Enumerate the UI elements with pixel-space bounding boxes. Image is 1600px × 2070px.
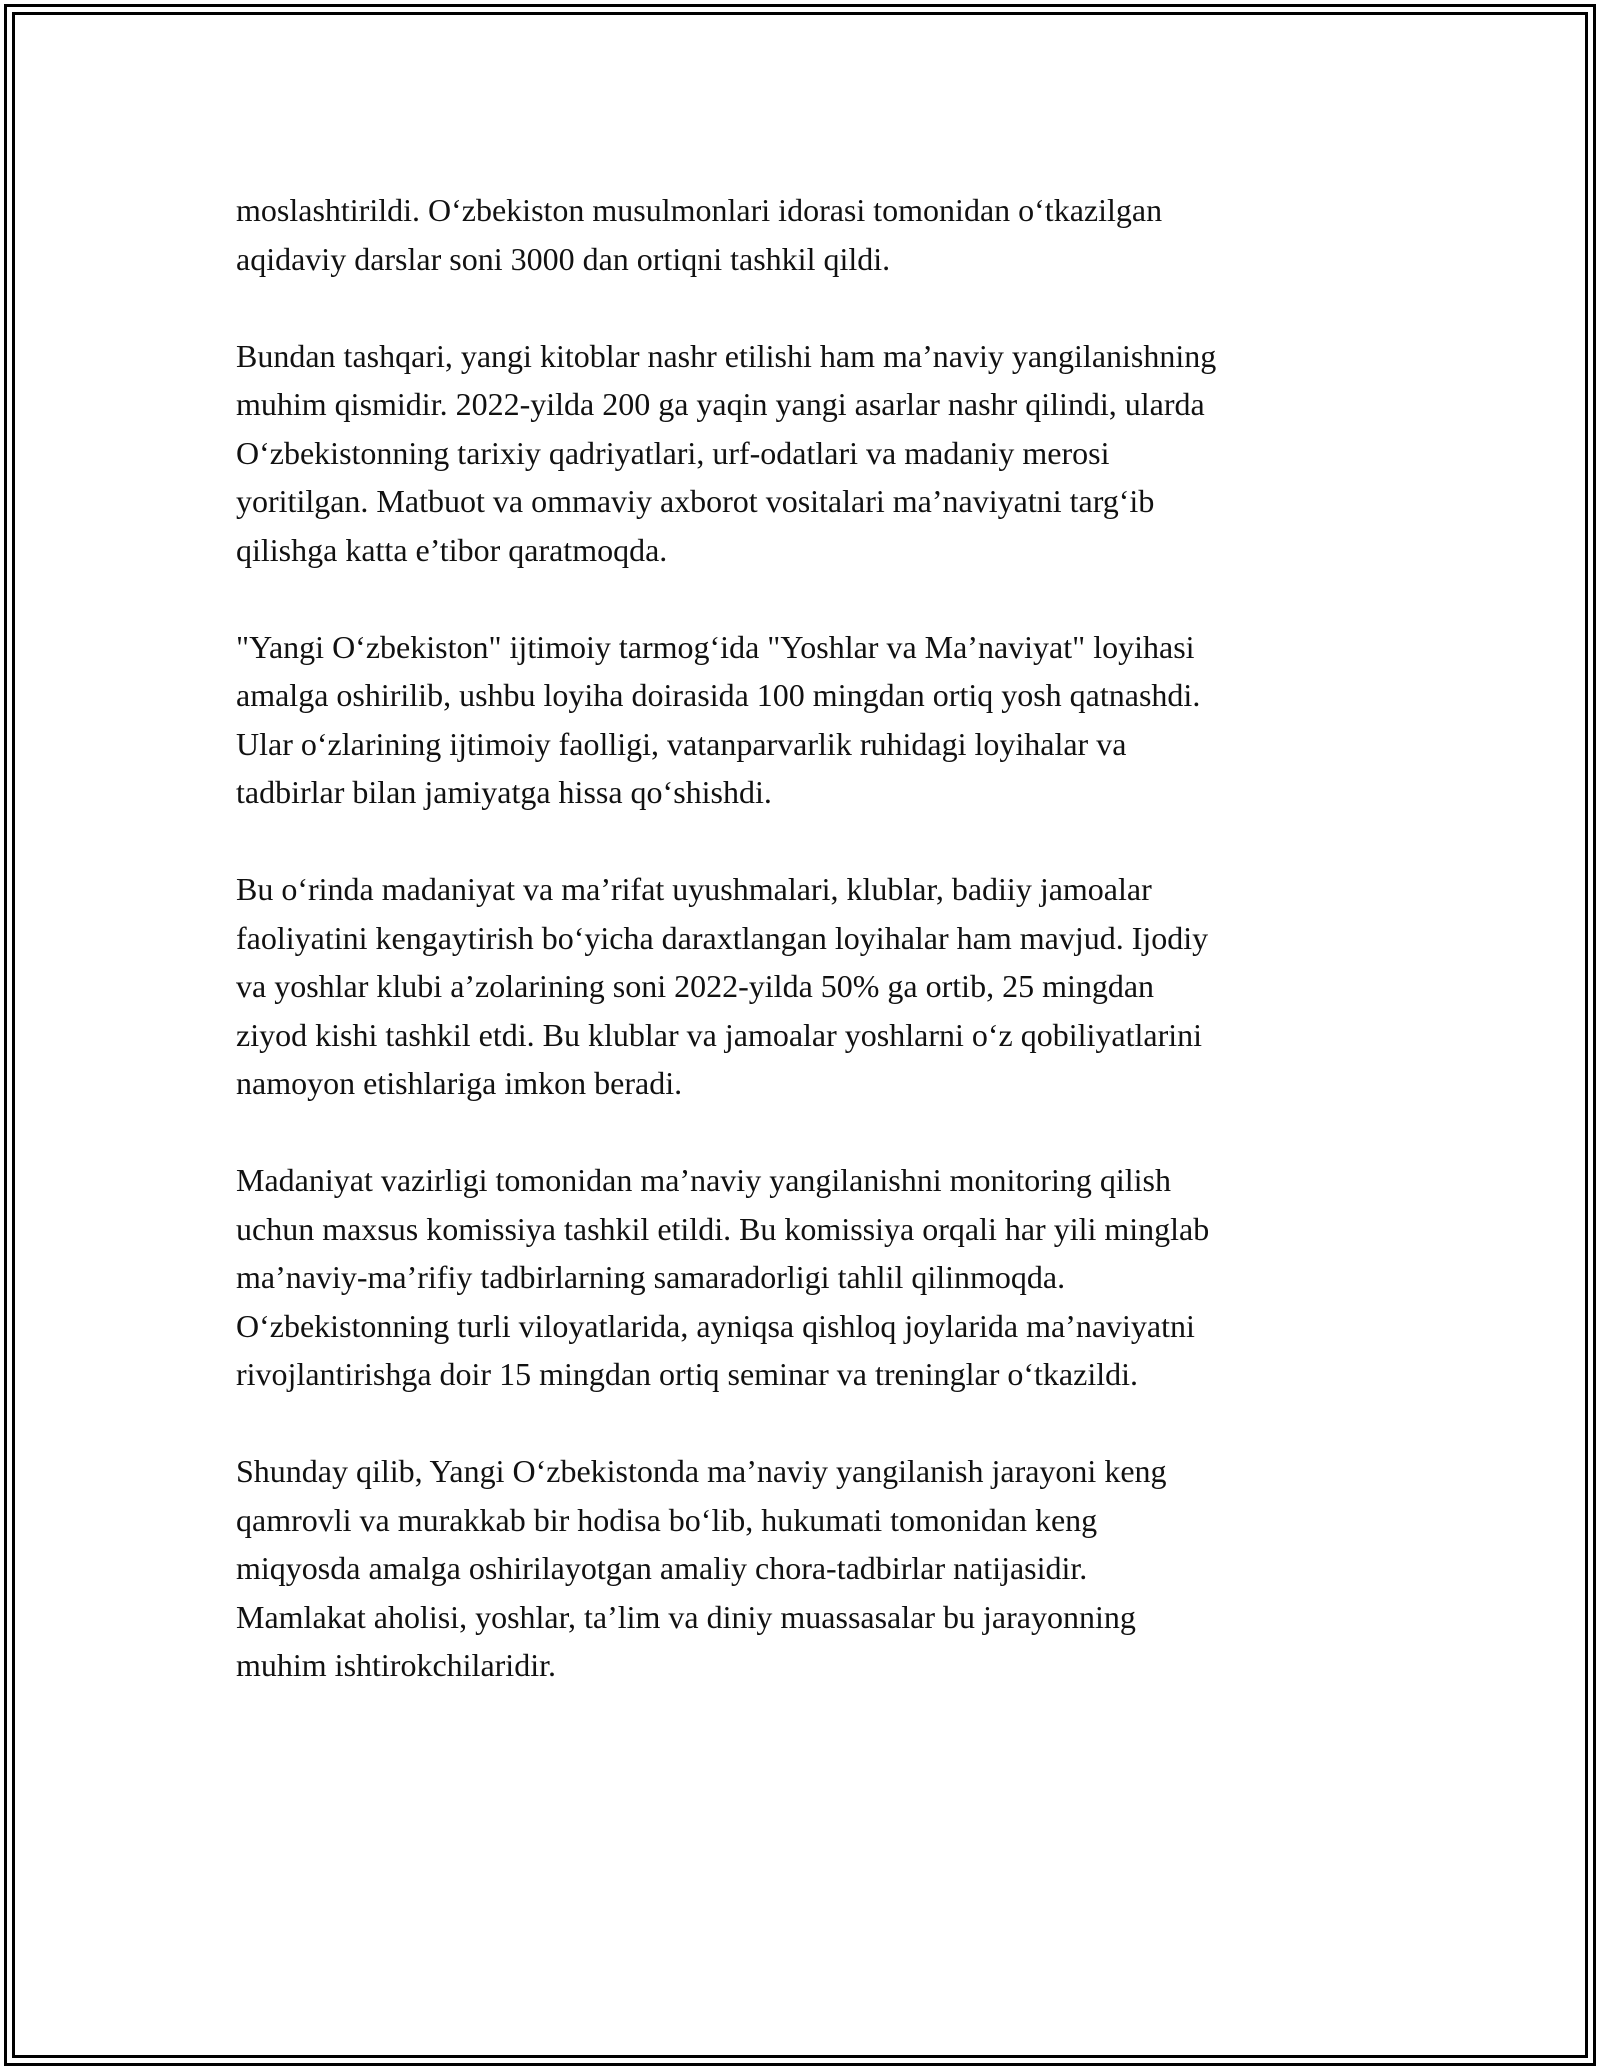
paragraph-1: moslashtirildi. O‘zbekiston musulmonlari idorasi tomonidan o‘tkazilgan aqidaviy darslar soni 3000 dan ortiqni tashkil qildi. xyxy=(236,192,1163,277)
paragraph-4: Bu o‘rinda madaniyat va ma’rifat uyushmalari, klublar, badiiy jamoalar faoliyatini kengaytirish bo‘yicha daraxtlangan loyihalar ham mavjud. Ijodiy va yoshlar klubi a’zolarining soni 2022-yilda 50% ga ortib, 25 mingdan ziyod kishi tashkil etdi. Bu klublar va jamoalar yoshlarni o‘z qobiliyatlarini namoyon etishlariga imkon beradi. xyxy=(236,871,1209,1101)
paragraph-2: Bundan tashqari, yangi kitoblar nashr etilishi ham ma’naviy yangilanishning muhim qismidir. 2022-yilda 200 ga yaqin yangi asarlar nashr qilindi, ularda O‘zbekistonning tarixiy qadriyatlari, urf-odatlari va madaniy merosi yoritilgan. Matbuot va ommaviy axborot vositalari ma’naviyatni targ‘ib qilishga katta e’tibor qaratmoqda. xyxy=(236,337,1217,568)
paragraph-3: "Yangi O‘zbekiston" ijtimoiy tarmog‘ida "Yoshlar va Ma’naviyat" loyihasi amalga oshirilib, ushbu loyiha doirasida 100 mingdan ortiq yosh qatnashdi. Ular o‘zlarining ijtimoiy faolligi, vatanparvarlik ruhidagi loyihalar va tadbirlar bilan jamiyatga hissa qo‘shishdi. xyxy=(236,628,1201,810)
document-body xyxy=(236,186,1376,1738)
paragraph-5: Madaniyat vazirligi tomonidan ma’naviy yangilanishni monitoring qilish uchun maxsus komissiya tashkil etildi. Bu komissiya orqali har yili minglab ma’naviy-ma’rifiy tadbirlarning samaradorligi tahlil qilinmoqda. O‘zbekistonning turli viloyatlarida, ayniqsa qishloq joylarida ma’naviyatni rivojlantirishga doir 15 mingdan ortiq seminar va treninglar o‘tkazildi. xyxy=(236,1162,1210,1392)
paragraph-6: Shunday qilib, Yangi O‘zbekistonda ma’naviy yangilanish jarayoni keng qamrovli va murakkab bir hodisa bo‘lib, hukumati tomonidan keng miqyosda amalga oshirilayotgan amaliy chora-tadbirlar natijasidir. Mamlakat aholisi, yoshlar, ta’lim va diniy muassasalar bu jarayonning muhim ishtirokchilaridir. xyxy=(236,1453,1167,1683)
